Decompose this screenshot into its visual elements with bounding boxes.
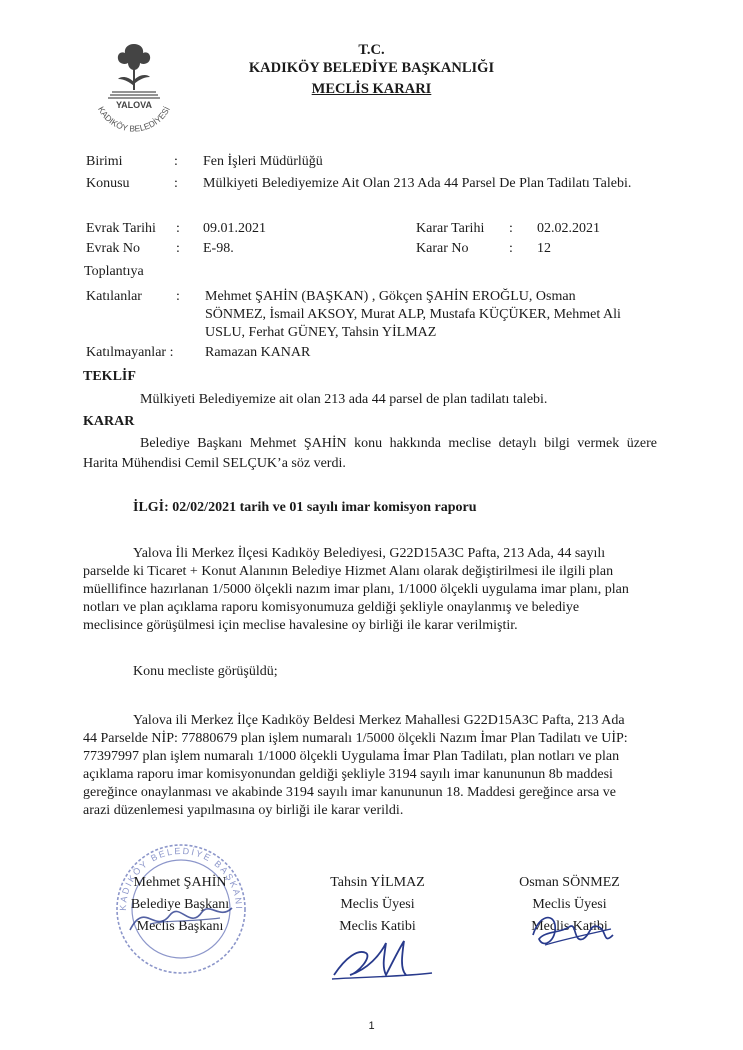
katilanlar-line: SÖNMEZ, İsmail AKSOY, Murat ALP, Mustafa KÜÇÜKER, Mehmet Ali (205, 307, 621, 322)
header-municipality: KADIKÖY BELEDİYE BAŞKANLIĞI (248, 60, 495, 76)
colon: : (174, 176, 178, 191)
page-title: MECLİS KARARI (311, 81, 432, 97)
karar-tarihi-label: Karar Tarihi (416, 221, 485, 236)
evrak-tarihi-label: Evrak Tarihi (86, 221, 156, 236)
paragraph-line: Konu mecliste görüşüldü; (133, 664, 278, 679)
handwritten-signature (525, 905, 620, 955)
karar-line: Harita Mühendisi Cemil SELÇUK’a söz verdi. (83, 456, 346, 471)
evrak-tarihi-value: 09.01.2021 (203, 221, 266, 236)
birimi-value: Fen İşleri Müdürlüğü (203, 154, 323, 169)
handwritten-signature (328, 935, 438, 985)
signature-block-member-1 (310, 872, 445, 938)
svg-text:KADIKÖY BELEDİYESİ: KADIKÖY BELEDİYESİ (96, 104, 172, 134)
karar-line: Belediye Başkanı Mehmet ŞAHİN konu hakkında meclise detaylı bilgi vermek üzere (140, 436, 657, 451)
toplanti-label: Toplantıya (84, 264, 144, 279)
paragraph-line: Yalova ili Merkez İlçe Kadıköy Beldesi Merkez Mahallesi G22D15A3C Pafta, 213 Ada (133, 713, 625, 728)
paragraph-line: 77397997 plan işlem numaralı 1/1000 ölçekli Uygulama İmar Plan Tadilatı, plan notları ve plan (83, 749, 620, 764)
birimi-label: Birimi (86, 154, 123, 169)
paragraph-line: gereğince onaylanması ve akabinde 3194 sayılı imar kanununun 18. Maddesi gereğince arsa ve (83, 785, 616, 800)
signer-name: Osman SÖNMEZ (519, 875, 620, 890)
colon: : (509, 241, 513, 256)
konusu-value: Mülkiyeti Belediyemize Ait Olan 213 Ada 44 Parsel De Plan Tadilatı Talebi. (203, 176, 632, 191)
signer-title: Meclis Katibi (339, 919, 416, 934)
karar-tarihi-value: 02.02.2021 (537, 221, 600, 236)
katilanlar-line: USLU, Ferhat GÜNEY, Tahsin YİLMAZ (205, 325, 437, 340)
katilmayanlar-label: Katılmayanlar : (86, 345, 174, 360)
signer-title: Meclis Başkanı (136, 919, 224, 934)
katilmayanlar-value: Ramazan KANAR (205, 345, 311, 360)
evrak-no-label: Evrak No (86, 241, 141, 256)
colon: : (174, 154, 178, 169)
karar-heading: KARAR (83, 414, 135, 429)
handwritten-signature (120, 890, 240, 945)
evrak-no-value: E-98. (203, 241, 234, 256)
paragraph-line: Yalova İli Merkez İlçesi Kadıköy Belediyesi, G22D15A3C Pafta, 213 Ada, 44 sayılı (133, 546, 606, 561)
signer-name: Tahsin YİLMAZ (330, 875, 425, 890)
svg-text:YALOVA: YALOVA (115, 100, 153, 110)
colon: : (509, 221, 513, 236)
colon: : (176, 241, 180, 256)
karar-no-value: 12 (537, 241, 551, 256)
teklif-text: Mülkiyeti Belediyemize ait olan 213 ada 44 parsel de plan tadilatı talebi. (140, 392, 548, 407)
signer-title: Meclis Üyesi (340, 897, 415, 912)
paragraph-line: arazi düzenlemesi yapılmasına oy birliği ile karar verildi. (83, 803, 404, 818)
konusu-label: Konusu (86, 176, 130, 191)
katilanlar-line: Mehmet ŞAHİN (BAŞKAN) , Gökçen ŞAHİN EROĞLU, Osman (205, 289, 576, 304)
paragraph-line: 44 Parselde NİP: 77880679 plan işlem numaralı 1/5000 ölçekli Nazım İmar Plan Tadilatı ve UİP: (83, 731, 628, 746)
ilgi-reference: İLGİ: 02/02/2021 tarih ve 01 sayılı imar komisyon raporu (133, 500, 477, 515)
katilanlar-label: Katılanlar (86, 289, 142, 304)
page-number: 1 (368, 1020, 375, 1032)
paragraph-line: notları ve plan açıklama raporu komisyonumuza geldiği şekliyle onaylanmış ve belediye (83, 600, 580, 615)
svg-text:KADIKÖY BELEDİYE BAŞKANI: KADIKÖY BELEDİYE BAŞKANI (117, 845, 245, 911)
paragraph-line: meclisince görüşülmesi için meclise havalesine oy birliği ile karar verilmiştir. (83, 618, 518, 633)
paragraph-line: açıklama raporu imar komisyonundan geldiği şekliyle 3194 sayılı imar kanununun 8b maddesi (83, 767, 613, 782)
teklif-heading: TEKLİF (83, 369, 136, 384)
signer-title: Meclis Üyesi (532, 897, 607, 912)
paragraph-line: parselde ki Ticaret + Konut Alanının Belediye Hizmet Alanı olarak değiştirilmesi ile ilgili plan (83, 564, 614, 579)
signer-title: Meclis Katibi (531, 919, 608, 934)
header-title-wrap (0, 81, 743, 98)
signer-name: Mehmet ŞAHİN (133, 875, 227, 890)
header-tc: T.C. (358, 42, 385, 58)
signer-title: Belediye Başkanı (130, 897, 230, 912)
karar-no-label: Karar No (416, 241, 469, 256)
colon: : (176, 289, 180, 304)
paragraph-line: müellifince hazırlanan 1/5000 ölçekli nazım imar planı, 1/1000 ölçekli uygulama imar planı, plan (83, 582, 629, 597)
colon: : (176, 221, 180, 236)
